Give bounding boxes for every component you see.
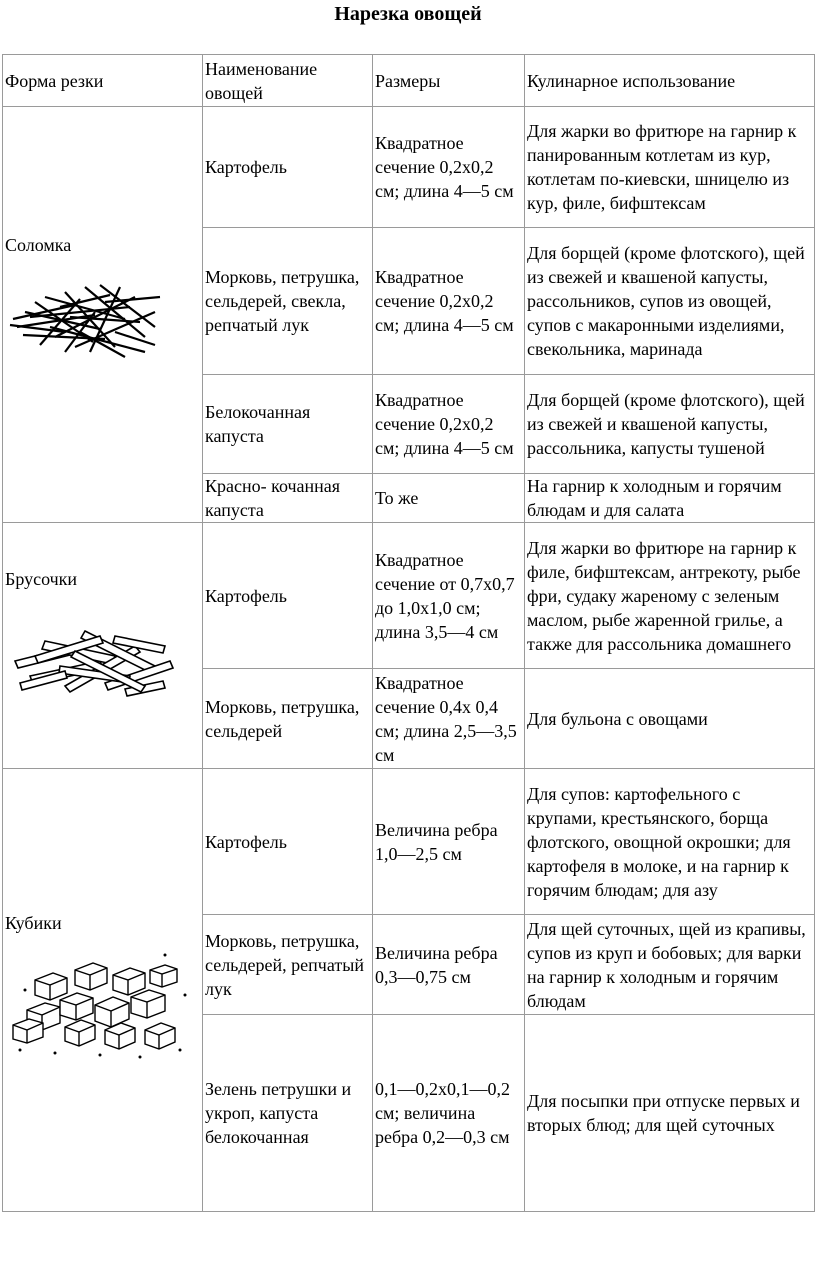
size-cell: Величина ребра 0,3—0,75 см	[373, 915, 525, 1015]
size-cell: То же	[373, 474, 525, 523]
size-cell: Квадратное сечение 0,2х0,2 см; длина 4—5 см	[373, 107, 525, 228]
header-form: Форма резки	[3, 55, 203, 107]
vegetable-cell: Зелень петрушки и укроп, капуста белокочанная	[203, 1015, 373, 1212]
julienne-strips-illustration	[5, 257, 165, 372]
form-label: Кубики	[5, 913, 62, 933]
use-cell: Для бульона с овощами	[525, 669, 815, 769]
form-cell-solomka	[3, 107, 203, 523]
vegetable-cell: Картофель	[203, 769, 373, 915]
size-cell: Квадратное сечение 0,2х0,2 см; длина 4—5 см	[373, 375, 525, 474]
form-cell-kubiki	[3, 769, 203, 1212]
size-cell: Квадратное сечение от 0,7х0,7 до 1,0х1,0 см; длина 3,5—4 см	[373, 523, 525, 669]
vegetable-cell: Морковь, петрушка, сельдерей, свекла, репчатый лук	[203, 228, 373, 375]
batons-illustration	[5, 591, 180, 701]
size-cell: Величина ребра 1,0—2,5 см	[373, 769, 525, 915]
use-cell: Для щей суточных, щей из крапивы, супов из круп и бобовых; для варки на гарнир к холодным и горячим блюдам	[525, 915, 815, 1015]
vegetable-cell: Красно- кочанная капуста	[203, 474, 373, 523]
form-cell-brusochki	[3, 523, 203, 769]
use-cell: На гарнир к холодным и горячим блюдам и для салата	[525, 474, 815, 523]
header-vegetable: Наименование овощей	[203, 55, 373, 107]
vegetable-cell: Морковь, петрушка, сельдерей	[203, 669, 373, 769]
vegetable-cell: Белокочанная капуста	[203, 375, 373, 474]
header-use: Кулинарное использование	[525, 55, 815, 107]
table-row	[3, 769, 815, 915]
size-cell: Квадратное сечение 0,4х 0,4 см; длина 2,5—3,5 см	[373, 669, 525, 769]
size-cell: Квадратное сечение 0,2х0,2 см; длина 4—5 см	[373, 228, 525, 375]
use-cell: Для посыпки при отпуске первых и вторых блюд; для щей суточных	[525, 1015, 815, 1212]
table-row	[3, 107, 815, 228]
header-row	[3, 55, 815, 107]
use-cell: Для борщей (кроме флотского), щей из свежей и квашеной капусты, рассольников, супов из овощей, супов с макаронными изделиями, свекольника, маринада	[525, 228, 815, 375]
use-cell: Для борщей (кроме флотского), щей из свежей и квашеной капусты, рассольника, капусты тушеной	[525, 375, 815, 474]
vegetable-cutting-table	[2, 54, 815, 1212]
use-cell: Для жарки во фритюре на гарнир к панированным котлетам из кур, котлетам по-киевски, шницелю из кур, филе, бифштексам	[525, 107, 815, 228]
vegetable-cell: Морковь, петрушка, сельдерей, репчатый лук	[203, 915, 373, 1015]
vegetable-cell: Картофель	[203, 523, 373, 669]
vegetable-cell: Картофель	[203, 107, 373, 228]
header-size: Размеры	[373, 55, 525, 107]
size-cell: 0,1—0,2х0,1—0,2 см; величина ребра 0,2—0,3 см	[373, 1015, 525, 1212]
cubes-illustration	[5, 935, 195, 1065]
table-row	[3, 523, 815, 669]
use-cell: Для супов: картофельного с крупами, крестьянского, борща флотского, овощной окрошки; для картофеля в молоке, и на гарнир к горячим блюдам; для азу	[525, 769, 815, 915]
form-label: Соломка	[5, 235, 72, 255]
use-cell: Для жарки во фритюре на гарнир к филе, бифштексам, антрекоту, рыбе фри, судаку жареному с зеленым маслом, рыбе жаренной грилье, а также для рассольника домашнего	[525, 523, 815, 669]
form-label: Брусочки	[5, 569, 78, 589]
page-title: Нарезка овощей	[334, 3, 482, 25]
